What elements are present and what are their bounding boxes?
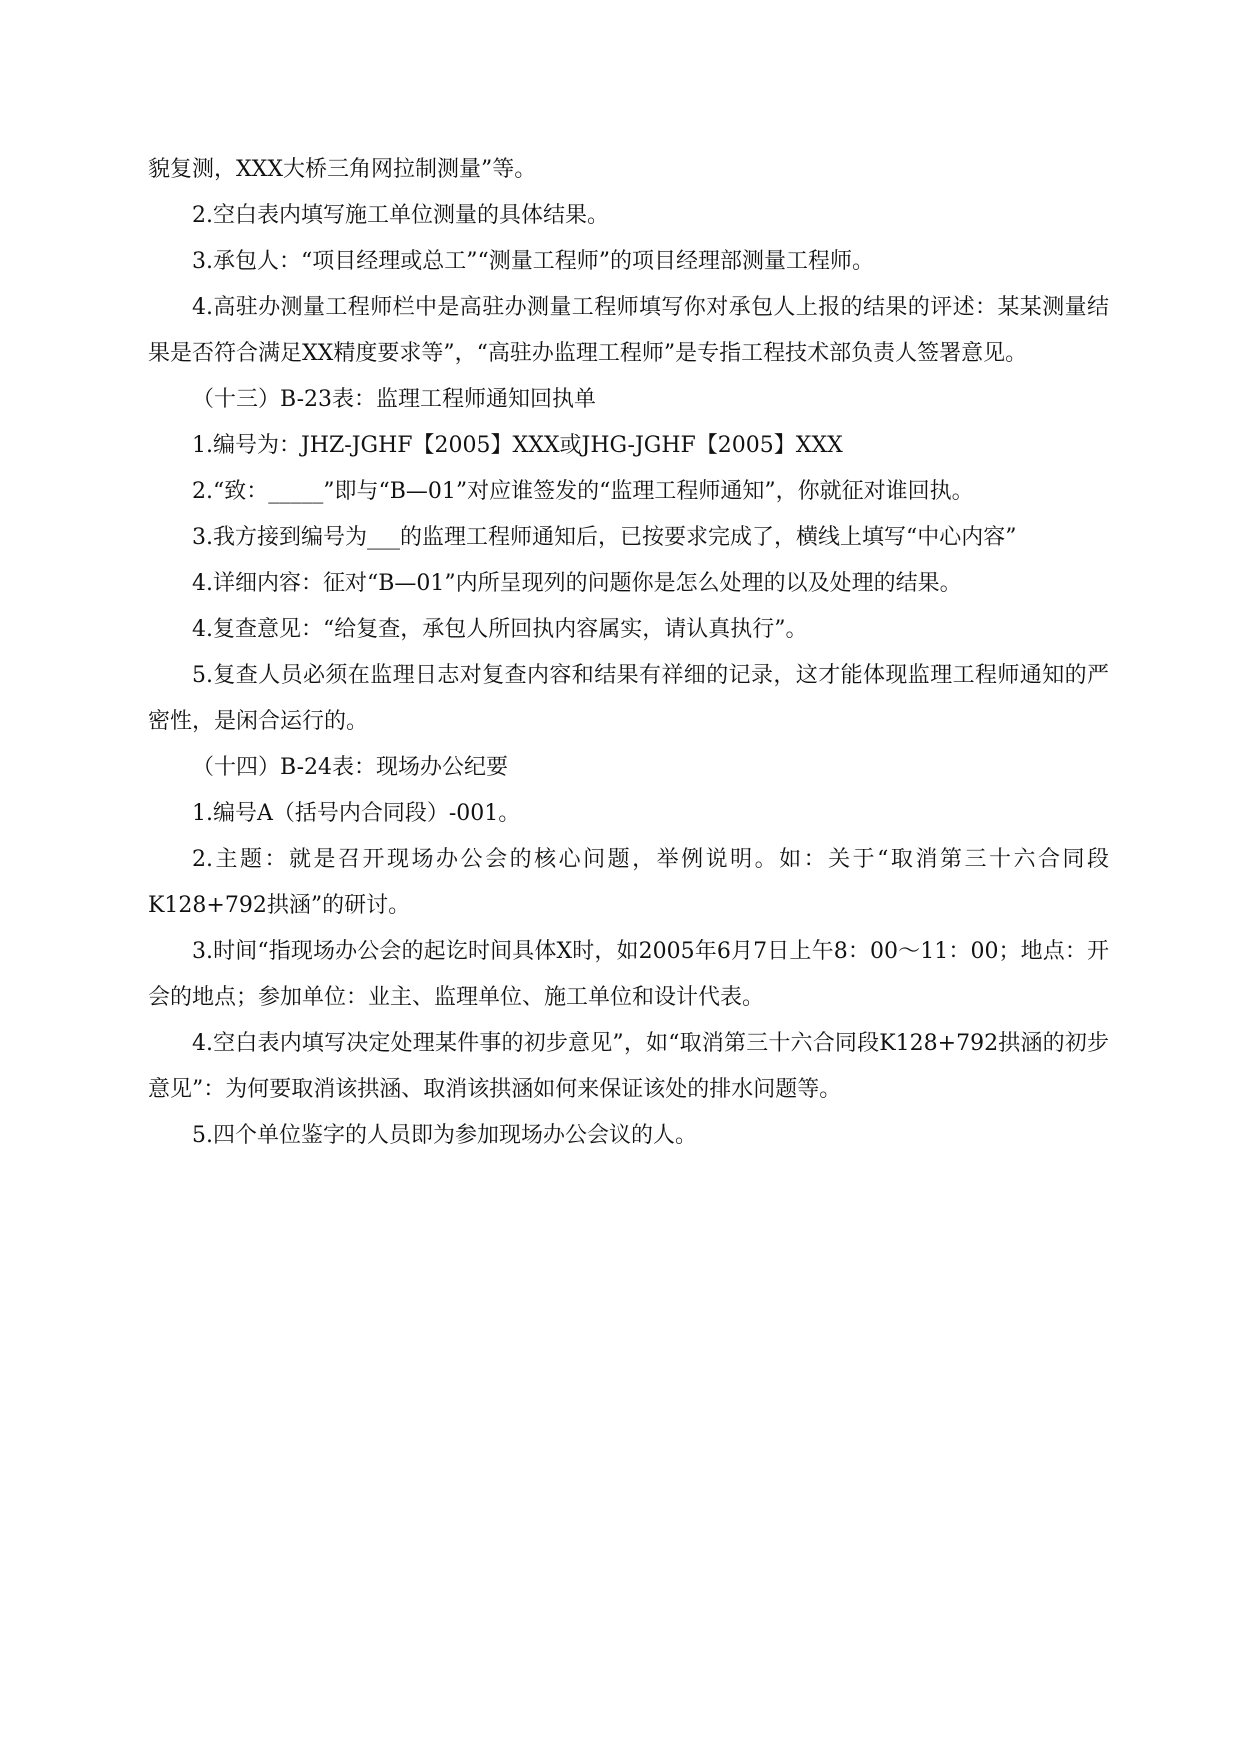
- paragraph-item: 5.四个单位鉴字的人员即为参加现场办公会议的人。: [192, 1123, 697, 1148]
- paragraph-item: 4.空白表内填写决定处理某件事的初步意见”，如“取消第三十六合同段K128+792拱涵的初步意见”：为何要取消该拱涵、取消该拱涵如何来保证该处的排水问题等。: [148, 1031, 1109, 1102]
- paragraph-item: 1.编号A（括号内合同段）-001。: [192, 801, 521, 826]
- paragraph-item: 2.“致：_____”即与“B—01”对应谁签发的“监理工程师通知”，你就征对谁回执。: [192, 479, 974, 504]
- paragraph-item: 2.空白表内填写施工单位测量的具体结果。: [192, 203, 609, 228]
- paragraph-item: 4.高驻办测量工程师栏中是高驻办测量工程师填写你对承包人上报的结果的评述：某某测量结果是否符合满足XX精度要求等”，“高驻办监理工程师”是专指工程技术部负责人签署意见。: [148, 295, 1109, 366]
- paragraph-item: 4.详细内容：征对“B—01”内所呈现列的问题你是怎么处理的以及处理的结果。: [192, 571, 962, 596]
- paragraph-item: 3.承包人：“项目经理或总工”“测量工程师”的项目经理部测量工程师。: [192, 249, 874, 274]
- section-heading: （十四）B-24表：现场办公纪要: [192, 755, 509, 780]
- paragraph-item: 5.复查人员必须在监理日志对复查内容和结果有祥细的记录，这才能体现监理工程师通知的严密性，是闲合运行的。: [148, 663, 1109, 734]
- paragraph-item: 3.时间“指现场办公会的起讫时间具体X时，如2005年6月7日上午8：00～11：00；地点：开会的地点；参加单位：业主、监理单位、施工单位和设计代表。: [148, 939, 1109, 1010]
- paragraph-item: 2.主题：就是召开现场办公会的核心问题，举例说明。如：关于“取消第三十六合同段K128+792拱涵”的研讨。: [148, 847, 1109, 918]
- paragraph-item: 4.复查意见：“给复查，承包人所回执内容属实，请认真执行”。: [192, 617, 808, 642]
- paragraph-continuation: 貌复测，XXX大桥三角网拉制测量”等。: [148, 157, 537, 182]
- section-heading: （十三）B-23表：监理工程师通知回执单: [192, 387, 597, 412]
- paragraph-item: 3.我方接到编号为___的监理工程师通知后，已按要求完成了，横线上填写“中心内容”: [192, 525, 1017, 550]
- paragraph-item: 1.编号为：JHZ-JGHF【2005】XXX或JHG-JGHF【2005】XXX: [192, 433, 843, 458]
